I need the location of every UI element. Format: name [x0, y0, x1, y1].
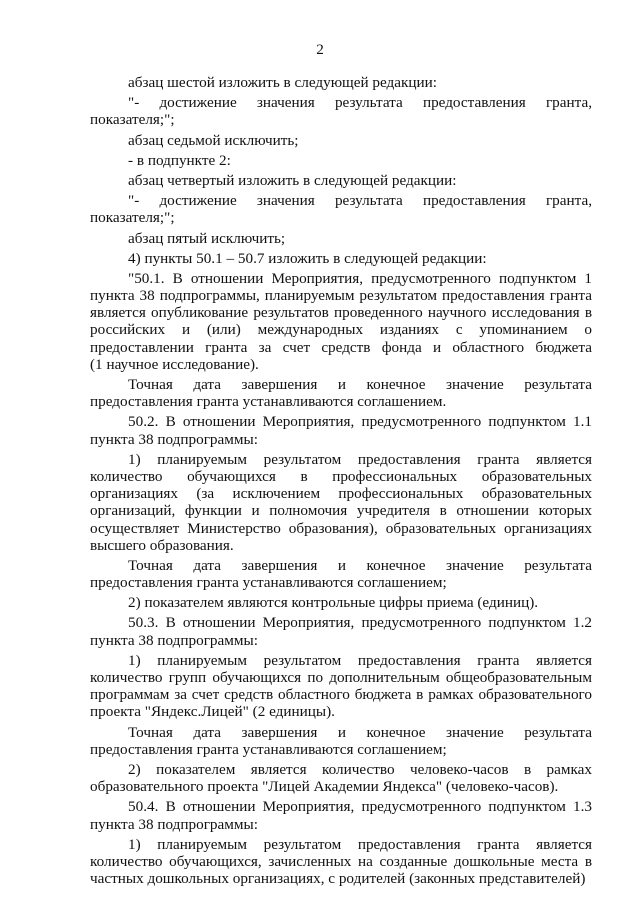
text-line: 2) показателем является количество человеко-часов в рамках	[128, 760, 592, 778]
text-line: образовательного проекта "Лицей Академии Яндекса" (человеко-часов).	[90, 778, 559, 796]
paragraph	[90, 152, 592, 169]
text-line: российских и (или) международных изданиях с упоминанием о	[90, 321, 592, 339]
text-line: 1) планируемым результатом предоставления гранта является	[128, 835, 592, 853]
text-line: - в подпункте 2:	[128, 151, 231, 169]
paragraph	[90, 230, 592, 247]
paragraph	[90, 172, 592, 189]
paragraph	[90, 376, 592, 410]
paragraph	[90, 836, 592, 888]
paragraph	[90, 761, 592, 795]
text-line: 4) пункты 50.1 – 50.7 изложить в следующей редакции:	[128, 249, 487, 267]
paragraph	[90, 557, 592, 591]
paragraph	[90, 74, 592, 91]
text-line: предоставления гранта устанавливаются соглашением;	[90, 574, 447, 592]
text-line: абзац шестой изложить в следующей редакции:	[128, 74, 437, 91]
text-line: 1) планируемым результатом предоставления гранта является	[128, 450, 592, 468]
text-line: "- достижение значения результата предоставления гранта,	[128, 94, 592, 112]
text-line: показателя;";	[90, 111, 175, 129]
paragraph	[90, 451, 592, 554]
text-line: организациях (за исключением профессиональных образовательных	[90, 485, 592, 503]
text-line: пункта 38 подпрограммы:	[90, 631, 258, 649]
text-line: является опубликование результатов проведенного научного исследования в	[90, 304, 592, 322]
text-line: Точная дата завершения и конечное значение результата	[128, 376, 592, 393]
text-line: 2) показателем являются контрольные цифры приема (единиц).	[128, 594, 539, 612]
text-line: 1) планируемым результатом предоставления гранта является	[128, 651, 592, 669]
text-line: пункта 38 подпрограммы, планируемым результатом предоставления гранта	[90, 287, 592, 305]
text-line: показателя;";	[90, 209, 175, 227]
text-line: 50.4. В отношении Мероприятия, предусмотренного подпунктом 1.3	[128, 798, 592, 816]
paragraph	[90, 94, 592, 128]
text-line: Точная дата завершения и конечное значение результата	[128, 723, 592, 741]
text-line: программам за счет средств областного бюджета в рамках образовательного	[90, 686, 592, 704]
text-line: организаций, функции и полномочия учредителя в отношении которых	[90, 502, 592, 520]
paragraph	[90, 270, 592, 373]
text-line: абзац пятый исключить;	[128, 229, 286, 247]
paragraph	[90, 413, 592, 447]
text-line: Точная дата завершения и конечное значение результата	[128, 556, 592, 574]
text-line: осуществляет Министерство образования), образовательных организациях	[90, 519, 592, 537]
text-line: (1 научное исследование).	[90, 355, 259, 373]
text-line: предоставления гранта устанавливаются соглашением;	[90, 740, 447, 758]
text-line: частных дошкольных организациях, с родителей (законных представителей)	[90, 870, 586, 888]
text-line: количество обучающихся, зачисленных на созданные дошкольные места в	[90, 852, 592, 870]
paragraph	[90, 652, 592, 721]
text-line: пункта 38 подпрограммы:	[90, 430, 258, 448]
document-body	[90, 74, 592, 890]
text-line: "- достижение значения результата предоставления гранта,	[128, 192, 592, 210]
text-line: количество обучающихся в профессиональных образовательных	[90, 467, 592, 485]
text-line: проекта "Яндекс.Лицей" (2 единицы).	[90, 703, 335, 721]
paragraph	[90, 614, 592, 648]
text-line: абзац седьмой исключить;	[128, 131, 299, 149]
text-line: количество групп обучающихся по дополнительным общеобразовательным	[90, 669, 592, 686]
text-line: 50.3. В отношении Мероприятия, предусмотренного подпунктом 1.2	[128, 614, 592, 632]
text-line: "50.1. В отношении Мероприятия, предусмотренного подпунктом 1	[128, 269, 592, 287]
paragraph	[90, 250, 592, 267]
paragraph	[90, 132, 592, 149]
paragraph	[90, 798, 592, 832]
text-line: пункта 38 подпрограммы:	[90, 815, 258, 833]
text-line: предоставлении гранта за счет средств фонда и областного бюджета	[90, 338, 592, 356]
paragraph	[90, 594, 592, 611]
paragraph	[90, 724, 592, 758]
text-line: 50.2. В отношении Мероприятия, предусмотренного подпунктом 1.1	[128, 413, 592, 431]
text-line: высшего образования.	[90, 536, 234, 554]
page-number: 2	[316, 41, 324, 58]
paragraph	[90, 192, 592, 226]
text-line: абзац четвертый изложить в следующей редакции:	[128, 171, 457, 189]
text-line: предоставления гранта устанавливаются соглашением.	[90, 393, 447, 411]
